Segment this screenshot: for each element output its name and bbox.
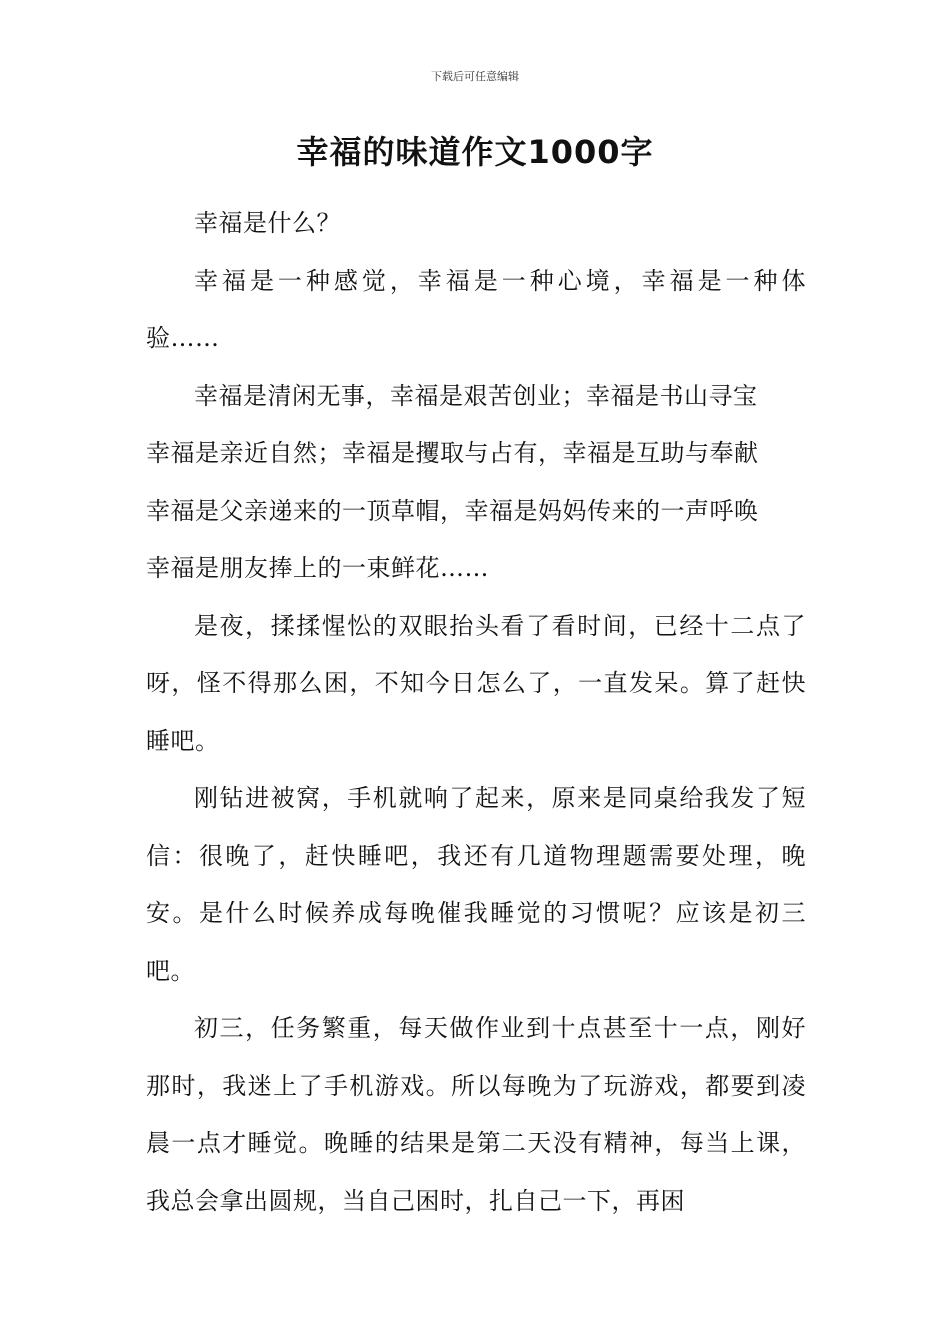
document-body: [146, 195, 806, 1230]
document-title: 幸福的味道作文1000字: [296, 133, 654, 171]
paragraph: 是夜，揉揉惺忪的双眼抬头看了看时间，已经十二点了呀，怪不得那么困，不知今日怎么了，一直发呆。算了赶快睡吧。: [146, 611, 806, 755]
paragraph: 刚钻进被窝，手机就响了起来，原来是同桌给我发了短信：很晚了，赶快睡吧，我还有几道物理题需要处理，晚安。是什么时候养成每晚催我睡觉的习惯呢？应该是初三吧。: [146, 784, 806, 985]
list-line: 幸福是清闲无事，幸福是艰苦创业；幸福是书山寻宝: [194, 381, 758, 410]
list-line: 幸福是父亲递来的一顶草帽，幸福是妈妈传来的一声呼唤: [146, 496, 759, 525]
list-line: 幸福是亲近自然；幸福是攫取与占有，幸福是互助与奉献: [146, 439, 759, 467]
header-note: 下载后可任意编辑: [431, 70, 519, 83]
paragraph: 幸福是一种感觉，幸福是一种心境，幸福是一种体验……: [146, 266, 806, 352]
paragraph: 初三，任务繁重，每天做作业到十点甚至十一点，刚好那时，我迷上了手机游戏。所以每晚为了玩游戏，都要到凌晨一点才睡觉。晚睡的结果是第二天没有精神，每当上课，我总会拿出圆规，当自己困时，扎自己一下，再困: [146, 1014, 806, 1215]
list-line: 幸福是朋友捧上的一束鲜花……: [146, 554, 489, 582]
paragraph: 幸福是什么？: [194, 209, 341, 237]
